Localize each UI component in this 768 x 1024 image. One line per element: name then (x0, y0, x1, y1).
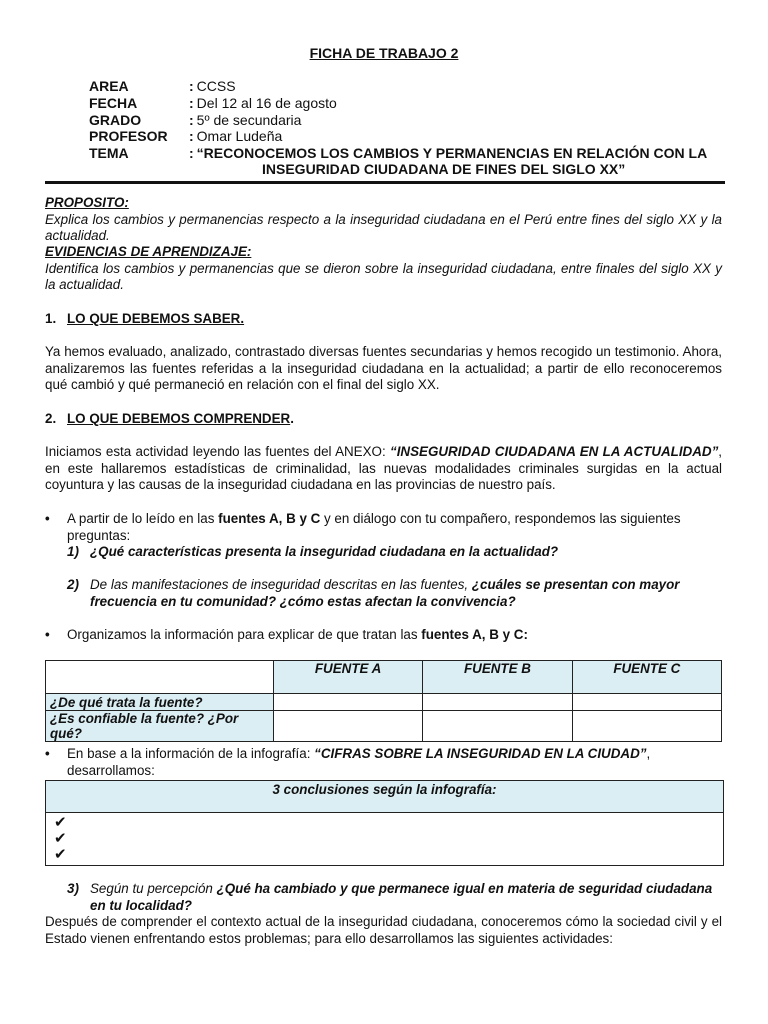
section-title-dot: . (290, 411, 294, 426)
text-part: De las manifestaciones de inseguridad descritas en las fuentes, (90, 577, 472, 592)
text-part-bold: ¿cuáles se presentan con mayor frecuencia en tu comunidad? ¿cómo estas afectan la convivencia? (90, 577, 680, 609)
meta-colon: : (189, 94, 194, 111)
question-number: 3) (67, 881, 79, 896)
section-2-heading (45, 411, 722, 428)
section-2-intro (45, 444, 722, 494)
question-number: 1) (67, 544, 79, 559)
section-number: 1. (45, 311, 57, 326)
text-part: Según tu percepción (90, 881, 217, 896)
meta-row-area (89, 78, 729, 95)
meta-value: Del 12 al 16 de agosto (196, 94, 337, 111)
intro-part-a: Iniciamos esta actividad leyendo las fuentes del ANEXO: (45, 444, 391, 459)
section-title: LO QUE DEBEMOS COMPRENDER (67, 411, 291, 426)
proposito-text: Explica los cambios y permanencias respecto a la inseguridad ciudadana en el Perú entre fines del siglo XX y la actualidad. (45, 211, 722, 243)
checkmark-icon: ✔ (54, 846, 67, 863)
text-part: , desarrollamos: (67, 746, 651, 778)
table-header: FUENTE C (572, 661, 721, 694)
meta-value: Omar Ludeña (196, 128, 283, 145)
text-part-bold: ¿Qué ha cambiado y que permanece igual en materia de seguridad ciudadana en tu localidad? (90, 881, 713, 913)
section-number: 2. (45, 411, 57, 426)
checkmark-icon: ✔ (54, 814, 67, 831)
text-part: y en diálogo con tu compañero, respondemos las siguientes preguntas: (67, 511, 681, 543)
meta-value: CCSS (196, 78, 236, 94)
text-part: Organizamos la información para explicar de que tratan las (67, 627, 422, 642)
answer-cell[interactable] (423, 711, 572, 742)
section-title: LO QUE DEBEMOS SABER. (67, 311, 245, 326)
meta-value: “RECONOCEMOS LOS CAMBIOS Y PERMANENCIAS EN RELACIÓN CON LA (196, 145, 708, 162)
checkmark-icon: ✔ (54, 830, 67, 847)
table-header-blank (46, 661, 274, 694)
bullet-text (67, 746, 722, 779)
bullet-icon: • (45, 746, 50, 761)
meta-colon: : (189, 111, 194, 128)
conclusions-header: 3 conclusiones según la infografía: (46, 781, 723, 813)
conclusions-box (45, 780, 724, 866)
row-label: ¿Es confiable la fuente? ¿Por qué? (46, 711, 274, 742)
meta-row-tema (89, 145, 729, 162)
table-header-row (46, 661, 722, 694)
text-part-bold: fuentes A, B y C (218, 511, 321, 526)
tema-line-2: INSEGURIDAD CIUDADANA DE FINES DEL SIGLO XX” (262, 161, 626, 177)
bullet-icon: • (45, 627, 50, 642)
meta-colon: : (189, 78, 194, 94)
meta-colon: : (189, 128, 194, 145)
evidencias-text: Identifica los cambios y permanencias que se dieron sobre la inseguridad ciudadana, entre finales del siglo XX y la actualidad. (45, 260, 722, 292)
conclusions-list (46, 813, 723, 865)
page-title: FICHA DE TRABAJO 2 (309, 45, 459, 61)
answer-cell[interactable] (273, 711, 422, 742)
answer-cell[interactable] (572, 711, 721, 742)
text-part: En base a la información de la infografía: (67, 746, 315, 761)
question-text (90, 577, 722, 610)
proposito-section (45, 195, 722, 245)
table-row (46, 694, 722, 711)
header-meta (89, 78, 729, 162)
meta-colon: : (189, 145, 194, 162)
meta-key: GRADO (89, 111, 142, 128)
row-label: ¿De qué trata la fuente? (46, 694, 274, 711)
header-divider (45, 181, 725, 184)
table-row (46, 711, 722, 742)
bullet-text (67, 511, 722, 544)
meta-key: AREA (89, 78, 129, 94)
answer-cell[interactable] (572, 694, 721, 711)
sources-table (45, 660, 722, 742)
proposito-heading: PROPOSITO: (45, 195, 129, 210)
intro-part-c: , en este hallaremos estadísticas de criminalidad, las nuevas modalidades criminales surgidas en la actual coyuntura y las causas de la inseguridad ciudadana en las provincias de nuestro país. (45, 444, 722, 492)
answer-cell[interactable] (273, 694, 422, 711)
bullet-text (67, 627, 528, 644)
text-part: A partir de lo leído en las (67, 511, 219, 526)
table-header: FUENTE A (273, 661, 422, 694)
meta-row-fecha (89, 95, 729, 112)
infographic-title: “CIFRAS SOBRE LA INSEGURIDAD EN LA CIUDAD” (314, 746, 647, 761)
answer-cell[interactable] (423, 694, 572, 711)
text-part-bold: fuentes A, B y C: (421, 627, 528, 642)
bullet-icon: • (45, 511, 50, 526)
meta-row-grado (89, 112, 729, 129)
evidencias-section (45, 244, 722, 294)
closing-paragraph: Después de comprender el contexto actual de la inseguridad ciudadana, conoceremos cómo la sociedad civil y el Estado vienen enfrentando estos problemas; para ello desarrollamos las siguientes actividades: (45, 914, 722, 946)
meta-key: PROFESOR (89, 128, 168, 145)
section-1-heading (45, 311, 722, 328)
question-number: 2) (67, 577, 79, 592)
meta-key: TEMA (89, 145, 129, 162)
question-text (90, 881, 722, 914)
section-1-text: Ya hemos evaluado, analizado, contrastado diversas fuentes secundarias y hemos recogido un testimonio. Ahora, analizaremos las fuentes referidas a la inseguridad ciudadana en la actualidad; a partir de ello reconoceremos qué cambió y qué permaneció en relación con el final del siglo XX. (45, 344, 722, 392)
meta-value: 5º de secundaria (196, 111, 302, 128)
meta-row-profesor (89, 128, 729, 145)
intro-annex-title: “INSEGURIDAD CIUDADANA EN LA ACTUALIDAD” (390, 444, 719, 459)
question-text: ¿Qué características presenta la inseguridad ciudadana en la actualidad? (90, 544, 559, 559)
table-header: FUENTE B (423, 661, 572, 694)
meta-key: FECHA (89, 94, 138, 111)
evidencias-heading: EVIDENCIAS DE APRENDIZAJE: (45, 244, 252, 259)
